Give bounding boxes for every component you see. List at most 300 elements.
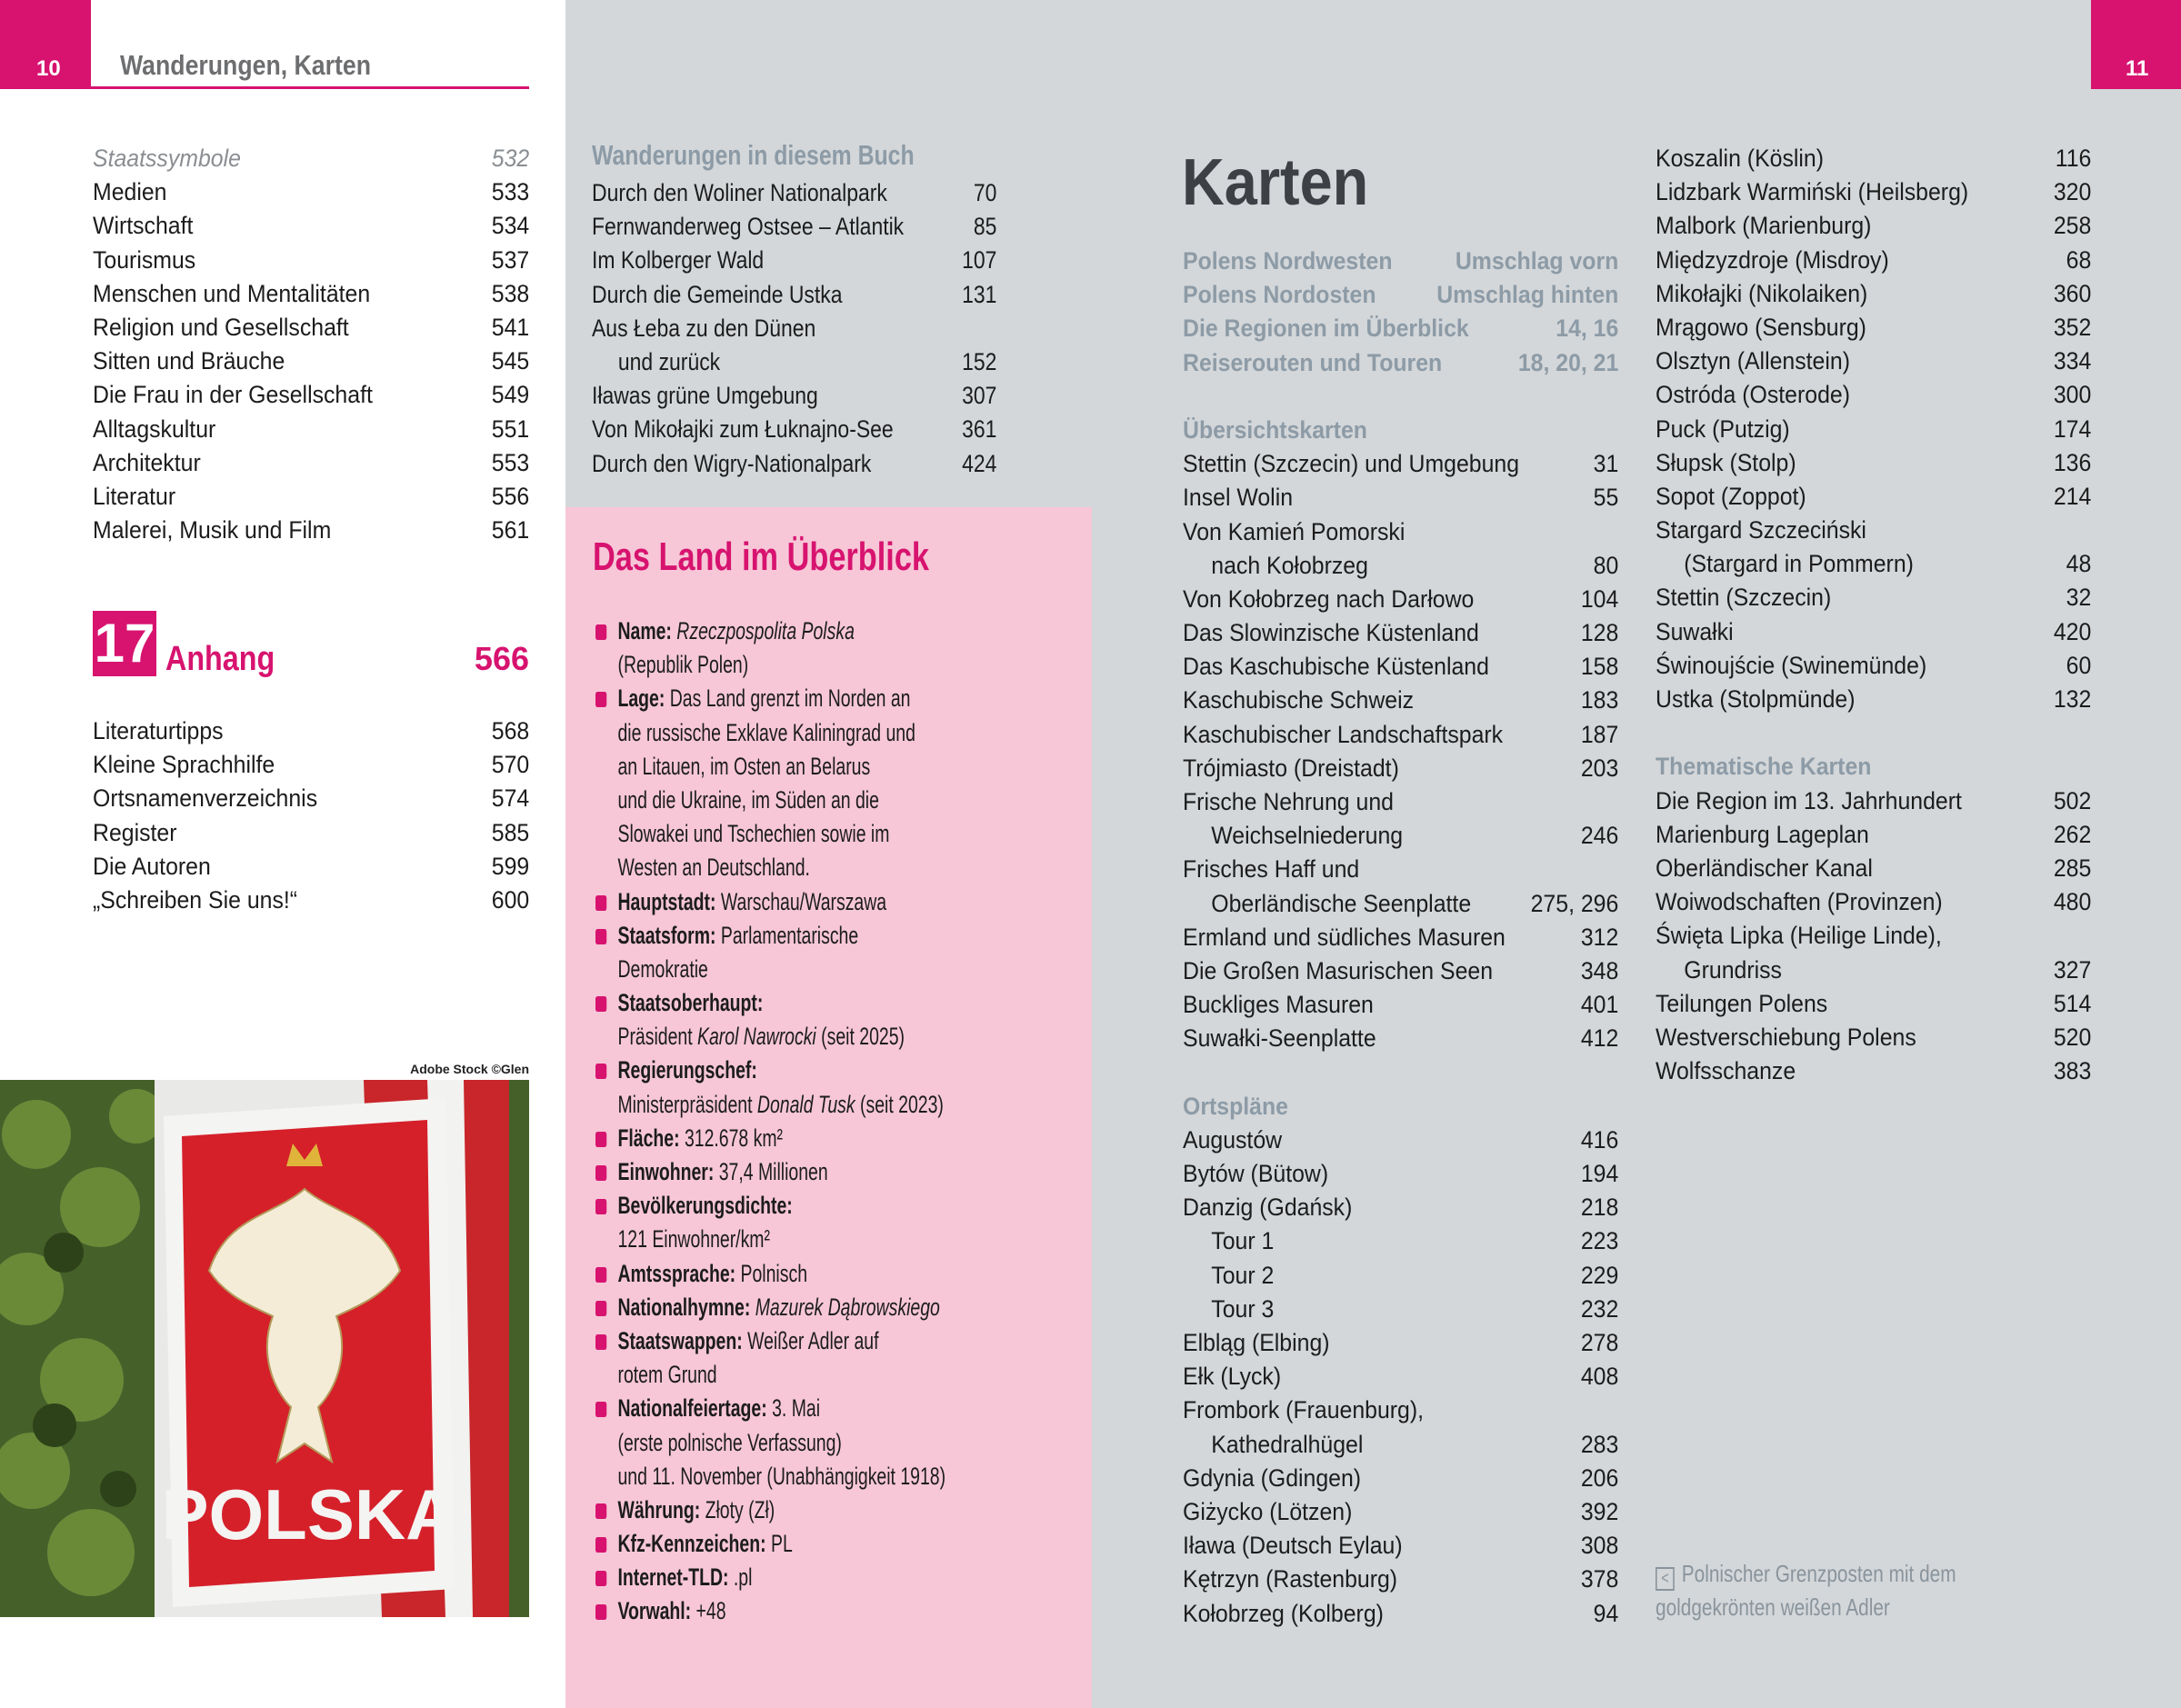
list-item[interactable]	[1656, 1054, 2091, 1088]
fact-label: Staatsform:	[617, 921, 716, 949]
item-page: 549	[491, 381, 530, 409]
list-item[interactable]	[1183, 819, 1618, 853]
item-label: Aus Łeba zu den Dünen	[592, 314, 816, 342]
list-item[interactable]	[1183, 1495, 1618, 1529]
item-label: Ortsnamenverzeichnis	[93, 784, 318, 813]
list-item[interactable]	[93, 142, 529, 175]
fact-text: Donald Tusk	[756, 1090, 855, 1118]
fact-text: 312.678 km²	[679, 1124, 784, 1152]
item-label: Kętrzyn (Rastenburg)	[1183, 1565, 1398, 1593]
list-item[interactable]	[93, 816, 529, 850]
fact-item	[595, 1493, 1054, 1527]
item-page: 545	[491, 347, 530, 375]
list-item[interactable]	[592, 244, 996, 277]
sign-text: POLSKA	[161, 1474, 457, 1554]
list-item[interactable]	[592, 210, 996, 244]
item-page: 128	[1580, 619, 1619, 647]
page-number-left: 10	[36, 56, 61, 81]
item-page: 285	[2053, 854, 2092, 882]
item-page: 553	[491, 448, 530, 476]
fact-text: Slowakei und Tschechien sowie im	[617, 820, 890, 848]
fact-continuation	[595, 817, 1054, 851]
list-section-heading	[1183, 1090, 1618, 1124]
fact-continuation	[595, 851, 1054, 884]
list-item[interactable]	[1656, 987, 2091, 1021]
item-label: Lidzbark Warmiński (Heilsberg)	[1656, 178, 1969, 206]
list-item[interactable]	[1183, 616, 1618, 650]
item-label: Kołobrzeg (Kolberg)	[1183, 1599, 1384, 1627]
list-item[interactable]	[1656, 277, 2091, 311]
fact-text: Złoty (Zł)	[700, 1495, 775, 1523]
item-label: Religion und Gesellschaft	[93, 313, 349, 341]
item-label: Reiserouten und Touren	[1183, 348, 1443, 376]
fact-text: Das Land grenzt im Norden an	[665, 684, 911, 713]
item-label: Durch den Woliner Nationalpark	[592, 179, 887, 206]
list-item[interactable]	[1183, 853, 1618, 886]
fact-continuation	[595, 953, 1054, 986]
list-item[interactable]	[592, 447, 996, 481]
item-label: Międzyzdroje (Misdroy)	[1656, 245, 1889, 274]
maps-list-continued	[1656, 142, 2091, 1088]
item-label: Medien	[93, 178, 167, 206]
list-section-heading	[1656, 750, 2091, 784]
list-item[interactable]	[93, 345, 529, 378]
list-item[interactable]	[93, 378, 529, 412]
fact-text: Rzeczpospolita Polska	[671, 617, 855, 644]
item-label: Durch den Wigry-Nationalpark	[592, 449, 872, 477]
item-label: Die Großen Masurischen Seen	[1183, 956, 1494, 984]
fact-continuation	[595, 1460, 1054, 1493]
list-item[interactable]	[1183, 921, 1618, 954]
list-item[interactable]	[1183, 245, 1618, 278]
item-label: Oberländische Seenplatte	[1211, 889, 1472, 917]
fact-item	[595, 1594, 1054, 1628]
fact-text: Präsident	[617, 1023, 698, 1051]
list-item[interactable]	[1183, 1157, 1618, 1191]
item-page: 32	[2066, 584, 2092, 612]
maps-list	[1183, 245, 1618, 1631]
item-page: 278	[1580, 1329, 1619, 1356]
item-page: 132	[2053, 685, 2092, 713]
fact-label: Nationalfeiertage:	[617, 1394, 767, 1423]
fact-continuation	[595, 784, 1054, 817]
item-page: 262	[2053, 820, 2092, 848]
item-page: 307	[962, 382, 997, 410]
list-item[interactable]	[1183, 447, 1618, 481]
item-page: 600	[491, 885, 530, 914]
list-item[interactable]	[1183, 1326, 1618, 1360]
list-spacer	[1656, 716, 2091, 750]
item-page: 104	[1580, 584, 1619, 613]
list-item[interactable]	[93, 714, 529, 748]
list-spacer	[1183, 380, 1618, 414]
list-item[interactable]	[592, 176, 996, 210]
fact-continuation	[595, 1358, 1054, 1392]
item-page: 183	[1580, 686, 1619, 714]
item-page: 116	[2055, 145, 2092, 172]
item-page: 551	[491, 415, 530, 443]
list-item[interactable]	[1183, 1529, 1618, 1563]
fact-item	[595, 614, 1054, 648]
item-label: Giżycko (Lötzen)	[1183, 1497, 1353, 1525]
bullet-square-icon	[595, 929, 606, 944]
item-page: 327	[2053, 955, 2092, 984]
item-label: Wolfsschanze	[1656, 1057, 1796, 1085]
item-label: Das Slowinzische Küstenland	[1183, 619, 1479, 647]
item-label: Augustów	[1183, 1125, 1283, 1154]
fact-text: Warschau/Warszawa	[715, 887, 887, 915]
item-page: 55	[1593, 484, 1619, 512]
item-label: Frische Nehrung und	[1183, 788, 1394, 815]
running-head: Wanderungen, Karten	[120, 49, 372, 81]
item-page: 574	[491, 784, 530, 813]
bullet-square-icon	[595, 1267, 606, 1283]
item-label: Sitten und Bräuche	[93, 347, 285, 375]
item-label: Gdynia (Gdingen)	[1183, 1463, 1362, 1492]
item-page: 360	[2053, 279, 2092, 307]
list-item[interactable]	[1183, 1124, 1618, 1157]
list-item[interactable]	[93, 850, 529, 884]
item-page: 416	[1580, 1125, 1619, 1154]
item-page: 520	[2053, 1023, 2092, 1051]
item-page: 206	[1580, 1463, 1619, 1492]
list-item[interactable]	[1183, 1360, 1618, 1393]
list-section-heading	[1183, 414, 1618, 447]
list-item[interactable]	[1656, 311, 2091, 345]
list-item[interactable]	[1656, 649, 2091, 683]
fact-item	[595, 1189, 1054, 1223]
list-item[interactable]	[1656, 954, 2091, 987]
item-label: Mrągowo (Sensburg)	[1656, 313, 1866, 341]
list-item[interactable]	[93, 514, 529, 547]
appendix-list	[93, 714, 529, 917]
fact-text: .pl	[728, 1563, 753, 1592]
fact-text: PL	[765, 1530, 793, 1558]
list-item[interactable]	[1656, 345, 2091, 378]
item-label: Sopot (Zoppot)	[1656, 482, 1806, 510]
item-page: 308	[1580, 1532, 1619, 1560]
fact-item	[595, 919, 1054, 953]
item-label: Architektur	[93, 448, 201, 476]
fact-text: 37,4 Millionen	[714, 1158, 828, 1185]
item-page: 568	[491, 717, 530, 744]
item-label: Die Autoren	[93, 852, 211, 880]
fact-text: Westen an Deutschland.	[617, 854, 810, 882]
list-item[interactable]	[1656, 852, 2091, 885]
fact-text: Polnisch	[735, 1259, 808, 1287]
fact-item	[595, 885, 1054, 919]
list-item[interactable]	[1183, 515, 1618, 549]
chapter-page: 566	[474, 640, 529, 677]
item-label: Wirtschaft	[93, 212, 194, 240]
list-item[interactable]	[1183, 718, 1618, 752]
list-item[interactable]	[1183, 684, 1618, 717]
list-item[interactable]	[1656, 378, 2091, 412]
item-page: 187	[1580, 720, 1619, 748]
list-item[interactable]	[93, 209, 529, 243]
item-page: 383	[2053, 1057, 2092, 1085]
fact-item	[595, 1155, 1054, 1189]
hikes-list	[592, 176, 996, 481]
fact-item	[595, 1257, 1054, 1291]
item-page: 131	[962, 280, 997, 308]
item-label: Menschen und Mentalitäten	[93, 279, 371, 307]
country-overview-heading: Das Land im Überblick	[593, 534, 930, 579]
item-page: 60	[2066, 651, 2092, 679]
list-item[interactable]	[592, 413, 996, 446]
fact-text: (Republik Polen)	[617, 651, 749, 679]
fact-text: (seit 2025)	[815, 1023, 905, 1051]
list-item[interactable]	[1656, 175, 2091, 209]
item-label: Literaturtipps	[93, 717, 224, 744]
item-page: 534	[491, 212, 530, 240]
country-facts-list	[595, 614, 1054, 1629]
item-label: Bytów (Bütow)	[1183, 1160, 1329, 1188]
item-label: Suwałki	[1656, 617, 1734, 645]
fact-item	[595, 1054, 1054, 1087]
fact-item	[595, 1291, 1054, 1324]
list-item[interactable]	[592, 278, 996, 312]
list-item[interactable]	[1183, 752, 1618, 785]
bullet-square-icon	[595, 1301, 606, 1316]
list-item[interactable]	[1656, 581, 2091, 614]
photo-caption	[1656, 1557, 1956, 1624]
fact-label: Nationalhymne:	[617, 1293, 751, 1321]
item-page: 561	[491, 516, 530, 544]
list-item[interactable]	[1183, 1563, 1618, 1596]
list-item[interactable]	[1183, 954, 1618, 988]
list-item[interactable]	[1183, 887, 1618, 921]
list-item[interactable]	[1656, 413, 2091, 446]
item-label: und zurück	[617, 347, 721, 375]
item-page: 392	[1580, 1497, 1619, 1525]
list-item[interactable]	[592, 379, 996, 413]
item-label: Buckliges Masuren	[1183, 991, 1374, 1019]
item-label: Iławas grüne Umgebung	[592, 382, 818, 410]
item-label: Polens Nordwesten	[1183, 247, 1393, 275]
item-label: Polens Nordosten	[1183, 281, 1376, 309]
fact-continuation	[595, 1088, 1054, 1122]
bullet-square-icon	[595, 1165, 606, 1181]
list-item[interactable]	[1656, 615, 2091, 649]
list-item[interactable]	[93, 480, 529, 514]
item-label: Alltagskultur	[93, 415, 216, 443]
fact-text: und 11. November (Unabhängigkeit 1918)	[617, 1462, 946, 1490]
item-page: 48	[2066, 550, 2092, 578]
list-item[interactable]	[1656, 784, 2091, 818]
list-item[interactable]	[1656, 919, 2091, 953]
item-label: Kathedralhügel	[1211, 1430, 1364, 1458]
list-item[interactable]	[1656, 683, 2091, 716]
item-page: 174	[2053, 415, 2092, 443]
list-item[interactable]	[1183, 346, 1618, 380]
fact-label: Amtssprache:	[617, 1259, 736, 1287]
bullet-square-icon	[595, 692, 606, 707]
item-label: Tour 3	[1211, 1294, 1275, 1323]
list-item[interactable]	[1183, 1191, 1618, 1224]
list-item[interactable]	[1656, 244, 2091, 277]
list-item[interactable]	[1656, 1021, 2091, 1054]
item-page: 420	[2053, 617, 2092, 645]
fact-continuation	[595, 648, 1054, 682]
item-label: Marienburg Lageplan	[1656, 820, 1869, 848]
item-label: Oberländischer Kanal	[1656, 854, 1873, 882]
item-page: 223	[1580, 1227, 1619, 1255]
fact-text: Demokratie	[617, 954, 708, 983]
fact-text: Weißer Adler auf	[742, 1326, 879, 1354]
list-item[interactable]	[1183, 1462, 1618, 1495]
list-item[interactable]	[93, 748, 529, 782]
list-item[interactable]	[1183, 1022, 1618, 1055]
list-item[interactable]	[93, 175, 529, 209]
fact-item	[595, 1561, 1054, 1594]
fact-text: (seit 2023)	[855, 1090, 944, 1118]
item-label: Frombork (Frauenburg),	[1183, 1396, 1425, 1424]
list-item[interactable]	[93, 244, 529, 277]
item-page: 502	[2053, 786, 2092, 814]
bullet-square-icon	[595, 1132, 606, 1147]
fact-text: rotem Grund	[617, 1361, 717, 1389]
list-item[interactable]	[1183, 278, 1618, 312]
fact-label: Fläche:	[617, 1124, 680, 1152]
item-label: Malerei, Musik und Film	[93, 516, 332, 544]
item-page: 401	[1580, 991, 1619, 1019]
bullet-square-icon	[595, 1604, 606, 1620]
list-item[interactable]	[93, 413, 529, 446]
list-item[interactable]	[93, 311, 529, 345]
list-item[interactable]	[93, 782, 529, 815]
arrow-left-box-icon: <	[1656, 1567, 1675, 1591]
list-item[interactable]	[1183, 549, 1618, 583]
item-label: Olsztyn (Allenstein)	[1656, 347, 1850, 375]
list-item[interactable]	[93, 446, 529, 480]
list-item[interactable]	[1183, 481, 1618, 514]
item-label: (Stargard in Pommern)	[1684, 550, 1914, 578]
item-page: 514	[2053, 989, 2092, 1017]
item-page: 334	[2053, 347, 2092, 375]
list-item[interactable]	[1656, 480, 2091, 514]
list-item[interactable]	[1656, 514, 2091, 547]
bullet-square-icon	[595, 1537, 606, 1553]
fact-item	[595, 1122, 1054, 1155]
item-page: 18, 20, 21	[1517, 348, 1619, 376]
fact-item	[595, 1527, 1054, 1561]
list-item[interactable]	[1656, 142, 2091, 175]
fact-continuation	[595, 1223, 1054, 1256]
item-page: 556	[491, 482, 530, 510]
fact-label: Vorwahl:	[617, 1597, 692, 1625]
bullet-square-icon	[595, 895, 606, 911]
item-page: 85	[973, 213, 997, 241]
item-label: Fernwanderweg Ostsee – Atlantik	[592, 213, 905, 241]
list-item[interactable]	[592, 345, 996, 379]
bullet-square-icon	[595, 1503, 606, 1519]
maps-title: Karten	[1182, 146, 1369, 219]
item-label: Staatssymbole	[93, 145, 241, 172]
caption-line: goldgekrönten weißen Adler	[1656, 1593, 1890, 1622]
list-item[interactable]	[1183, 650, 1618, 684]
fact-label: Staatswappen:	[617, 1326, 743, 1354]
item-page: 232	[1580, 1294, 1619, 1323]
item-page: 541	[491, 313, 530, 341]
item-label: Frisches Haff und	[1183, 855, 1360, 884]
item-page: 348	[1580, 956, 1619, 984]
bullet-square-icon	[595, 1334, 606, 1350]
item-page: 532	[491, 145, 530, 172]
bullet-square-icon	[595, 1571, 606, 1586]
list-item[interactable]	[1183, 1259, 1618, 1293]
item-label: Tour 1	[1211, 1227, 1275, 1255]
list-item[interactable]	[1656, 885, 2091, 919]
list-item[interactable]	[1183, 1224, 1618, 1258]
list-item[interactable]	[1183, 1393, 1618, 1427]
list-item[interactable]	[1183, 1428, 1618, 1462]
chapter-number-badge: 17	[93, 611, 156, 676]
list-item[interactable]	[1656, 446, 2091, 480]
fact-text: und die Ukraine, im Süden an die	[617, 785, 879, 814]
item-page: 283	[1580, 1430, 1619, 1458]
list-item[interactable]	[592, 312, 996, 345]
item-label: Święta Lipka (Heilige Linde),	[1656, 922, 1942, 950]
toc-list-left	[93, 142, 529, 547]
fact-continuation	[595, 750, 1054, 784]
item-page: 312	[1580, 923, 1619, 951]
item-page: Umschlag vorn	[1455, 247, 1619, 275]
fact-text: +48	[691, 1597, 726, 1625]
item-label: Ełk (Lyck)	[1183, 1363, 1282, 1391]
list-item[interactable]	[1183, 1293, 1618, 1326]
fact-continuation	[595, 1020, 1054, 1054]
list-item[interactable]	[1183, 988, 1618, 1022]
list-item[interactable]	[93, 884, 529, 917]
list-item[interactable]	[1656, 818, 2091, 852]
fact-label: Internet-TLD:	[617, 1563, 729, 1592]
fact-text: die russische Exklave Kaliningrad und	[617, 718, 915, 746]
chapter-title[interactable]: Anhang	[165, 640, 275, 678]
item-label: Übersichtskarten	[1183, 415, 1367, 444]
fact-label: Währung:	[617, 1495, 701, 1523]
bullet-square-icon	[595, 996, 606, 1012]
item-label: Świnoujście (Swinemünde)	[1656, 651, 1927, 679]
item-page: 107	[962, 246, 997, 275]
fact-text: Mazurek Dąbrowskiego	[750, 1293, 940, 1321]
item-page: 538	[491, 279, 530, 307]
fact-text: (erste polnische Verfassung)	[617, 1428, 842, 1456]
list-item[interactable]	[1656, 547, 2091, 581]
item-label: Mikołajki (Nikolaiken)	[1656, 279, 1868, 307]
item-label: Insel Wolin	[1183, 484, 1294, 512]
item-page: 203	[1580, 754, 1619, 782]
item-label: Weichselniederung	[1211, 822, 1404, 850]
item-page: 229	[1580, 1261, 1619, 1289]
list-item[interactable]	[1183, 312, 1618, 345]
item-page: 214	[2053, 482, 2092, 510]
list-item[interactable]	[93, 277, 529, 311]
item-label: Von Kamień Pomorski	[1183, 517, 1406, 545]
item-page: 94	[1593, 1599, 1619, 1627]
list-item[interactable]	[1183, 785, 1618, 819]
fact-label: Bevölkerungsdichte:	[617, 1192, 793, 1220]
item-label: Tourismus	[93, 245, 196, 274]
item-label: Das Kaschubische Küstenland	[1183, 653, 1489, 681]
list-item[interactable]	[1183, 1597, 1618, 1631]
item-page: 194	[1580, 1160, 1619, 1188]
list-item[interactable]	[1183, 583, 1618, 616]
item-label: Grundriss	[1684, 955, 1782, 984]
page-number-tab-left	[0, 0, 91, 89]
item-label: Die Frau in der Gesellschaft	[93, 381, 373, 409]
list-item[interactable]	[1656, 209, 2091, 243]
